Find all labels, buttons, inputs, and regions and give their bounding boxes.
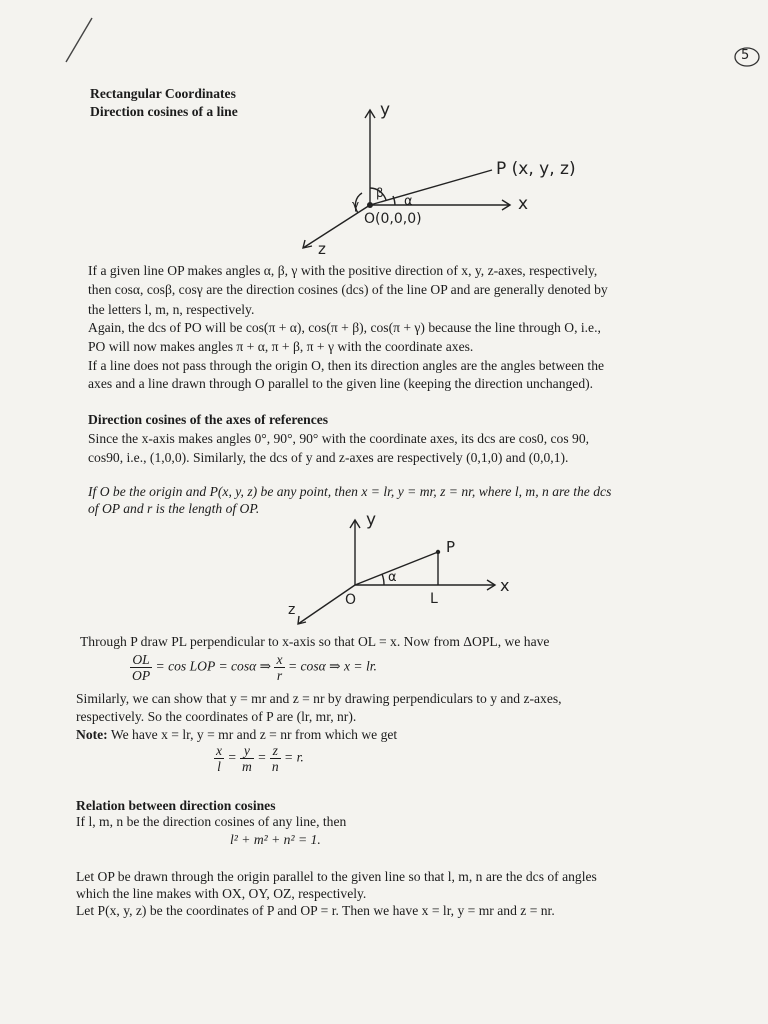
ratio-equation: $\frac{x}{l}$ = $\frac{y}{m}$ = $\frac{z}{n}$ = r. (216, 743, 304, 774)
fraction-y-m (240, 743, 254, 774)
ratio-z: z (270, 743, 281, 759)
fraction-r: r (276, 668, 283, 683)
ratio-l: l (217, 759, 221, 774)
ratio-y: y (240, 743, 254, 759)
fig2-p-label: P (446, 538, 456, 556)
ratio-n: n (271, 759, 279, 774)
fig1-beta: β (376, 186, 384, 200)
section3-line3: which the line makes with OX, OY, OZ, respectively. (76, 886, 367, 901)
section3-line4: Let P(x, y, z) be the coordinates of P and OP = r. Then we have x = lr, y = mr and z = nr. (76, 903, 555, 918)
ratio-end: = r. (284, 749, 304, 765)
fraction-op: OP (132, 668, 151, 683)
para1-line1: If a given line OP makes angles α, β, γ with the positive direction of x, y, z-axes, respectively, (88, 263, 598, 278)
heading-direction-cosines: Direction cosines of a line (90, 104, 238, 119)
ratio-m: m (242, 759, 252, 774)
fraction-x: x (276, 652, 283, 667)
para1-line2: then cosα, cosβ, cosγ are the direction cosines (dcs) of the line OP and are generally denoted by (88, 282, 608, 297)
fig2-z-label: z (288, 602, 296, 618)
note-line (76, 727, 397, 743)
fraction-x-l (214, 743, 224, 774)
fraction-ol: OL (130, 652, 152, 668)
fig1-gamma: γ (352, 198, 360, 212)
theorem-line2: of OP and r is the length of OP. (88, 501, 260, 516)
para1-line3: the letters l, m, n, respectively. (88, 302, 255, 317)
equation-middle: = cos LOP = cosα ⇒ (155, 658, 272, 674)
heading-rectangular-coordinates: Rectangular Coordinates (90, 86, 236, 101)
theorem-line1: If O be the origin and P(x, y, z) be any point, then x = lr, y = mr, z = nr, where l, m, n are the dcs (88, 484, 612, 499)
proof-equation (130, 652, 377, 683)
para1-line5: PO will now makes angles π + α, π + β, π + γ with the coordinate axes. (88, 339, 474, 354)
fig2-x-label: x (500, 576, 510, 595)
fig2-y-label: y (366, 510, 377, 530)
para1-line4: Again, the dcs of PO will be cos(π + α), cos(π + β), cos(π + γ) because the line through O, i.e., (88, 320, 601, 335)
fraction-ol-op (130, 652, 152, 683)
fig2-o-label: O (345, 592, 357, 608)
section3-equation: l² + m² + n² = 1. (230, 832, 321, 847)
fraction-x-r (274, 652, 284, 683)
ratio-x: x (216, 743, 223, 758)
proof-line3: respectively. So the coordinates of P are (lr, mr, nr). (76, 709, 357, 724)
section3-line2: Let OP be drawn through the origin parallel to the given line so that l, m, n are the dcs of angles (76, 869, 597, 884)
fraction-z-n (270, 743, 281, 774)
para1-line7: axes and a line drawn through O parallel to the given line (keeping the direction unchanged). (88, 376, 594, 391)
equation-end: = cosα ⇒ x = lr. (287, 658, 377, 674)
fig1-y-label: y (380, 100, 391, 120)
note-label: Note: (76, 727, 108, 742)
fig1-point-label: P (x, y, z) (496, 159, 576, 179)
fig2-l-label: L (430, 591, 438, 607)
section2-line2: cos90, i.e., (1,0,0). Similarly, the dcs of y and z-axes are respectively (0,1,0) and (0,0,1). (88, 450, 569, 465)
fig1-alpha: α (404, 194, 413, 209)
page-number: 5 (741, 48, 750, 63)
fig2-alpha: α (388, 570, 397, 585)
fig1-x-label: x (518, 194, 529, 214)
section3-line1: If l, m, n be the direction cosines of any line, then (76, 814, 347, 829)
proof-line2: Similarly, we can show that y = mr and z = nr by drawing perpendiculars to y and z-axes, (76, 691, 562, 706)
note-text: We have x = lr, y = mr and z = nr from which we get (110, 727, 398, 742)
section2-heading: Direction cosines of the axes of references (88, 412, 329, 427)
fig1-z-label: z (318, 240, 326, 258)
section2-line1: Since the x-axis makes angles 0°, 90°, 90° with the coordinate axes, its dcs are cos0, cos 90, (88, 431, 590, 446)
section3-heading: Relation between direction cosines (76, 798, 276, 813)
fig1-origin-label: O(0,0,0) (364, 211, 422, 227)
proof-line1: Through P draw PL perpendicular to x-axis so that OL = x. Now from ΔOPL, we have (80, 634, 550, 649)
para1-line6: If a line does not pass through the origin O, then its direction angles are the angles between the (88, 358, 605, 373)
